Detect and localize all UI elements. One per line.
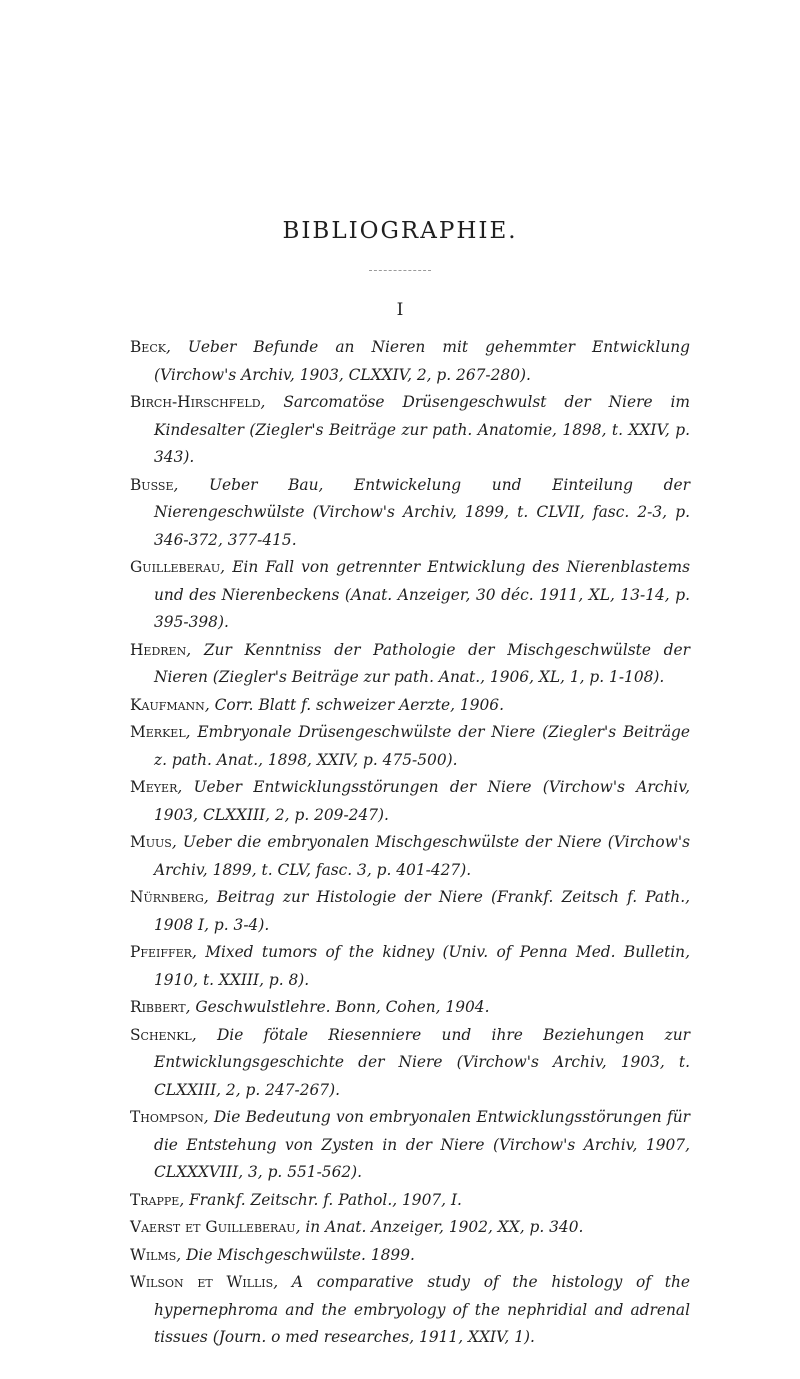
reference-text: , Geschwulstlehre. Bonn, Cohen, 1904. (185, 998, 490, 1016)
reference-entry (130, 994, 690, 1022)
reference-author: Meyer (130, 778, 178, 796)
reference-text: , Embryonale Drüsengeschwülste der Niere (Ziegler's Beiträge z. path. Anat., 1898, XXIV, p. 475-500). (154, 723, 690, 769)
reference-entry (130, 1022, 690, 1105)
reference-entry (130, 472, 690, 555)
reference-entry (130, 1214, 690, 1242)
reference-text: , Zur Kenntniss der Pathologie der Mischgeschwülste der Nieren (Ziegler's Beiträge zur path. Anat., 1906, XL, 1, p. 1-108). (154, 640, 690, 686)
reference-text: , Beitrag zur Histologie der Niere (Frankf. Zeitsch f. Path., 1908 I, p. 3-4). (154, 888, 690, 934)
reference-text: , Ueber Bau, Entwickelung und Einteilung der Nierengeschwülste (Virchow's Archiv, 1899, t. CLVII, fasc. 2-3, p. 346-372, 377-415. (154, 475, 690, 549)
reference-author: Wilson et Willis (130, 1273, 274, 1291)
reference-entry (130, 719, 690, 774)
reference-author: Busse (130, 475, 174, 494)
reference-author: Kaufmann (130, 695, 205, 714)
reference-text: , Mixed tumors of the kidney (Univ. of Penna Med. Bulletin, 1910, t. XXIII, p. 8). (154, 943, 690, 989)
reference-entry (130, 1187, 690, 1215)
reference-author: Ribbert (130, 998, 186, 1016)
reference-text: , Die fötale Riesenniere und ihre Beziehungen zur Entwicklungsgeschichte der Niere (Virchow's Archiv, 1903, t. CLXXIII, 2, p. 247-267). (154, 1025, 690, 1099)
reference-text: , Die Mischgeschwülste. 1899. (176, 1245, 415, 1264)
reference-author: Birch-Hirschfeld (130, 393, 261, 411)
reference-entry (130, 1269, 690, 1352)
reference-entry (130, 774, 690, 829)
reference-text: , A comparative study of the histology of the hypernephroma and the embryology of the nephridial and adrenal tissues (Journ. o med researches, 1911, XXIV, 1). (154, 1273, 690, 1346)
reference-author: Merkel (130, 723, 186, 741)
reference-entry (130, 389, 690, 472)
reference-author: Vaerst et Guilleberau (130, 1218, 296, 1236)
reference-author: Nürnberg (130, 888, 204, 906)
section-number: I (396, 300, 404, 320)
reference-entry (130, 692, 690, 720)
reference-author: Beck (130, 338, 166, 356)
reference-author: Wilms (130, 1245, 177, 1264)
reference-text: , Ueber die embryonalen Mischgeschwülste der Niere (Virchow's Archiv, 1899, t. CLV, fasc. 3, p. 401-427). (154, 833, 690, 879)
reference-entry (130, 939, 690, 994)
reference-text: , Corr. Blatt f. schweizer Aerzte, 1906. (204, 695, 504, 714)
reference-text: , Frankf. Zeitschr. f. Pathol., 1907, I. (179, 1190, 462, 1209)
reference-text: , Ein Fall von getrennter Entwicklung des Nierenblastems und des Nierenbeckens (Anat. Anzeiger, 30 déc. 1911, XL, 13-14, p. 395-398). (154, 558, 690, 631)
reference-text: , Ueber Entwicklungsstörungen der Niere (Virchow's Archiv, 1903, CLXXIII, 2, p. 209-247). (154, 778, 690, 824)
reference-text: , Sarcomatöse Drüsengeschwulst der Niere im Kindesalter (Ziegler's Beiträge zur path. Anatomie, 1898, t. XXIV, p. 343). (154, 393, 690, 466)
reference-author: Pfeiffer (130, 943, 192, 961)
reference-entry (130, 1242, 690, 1270)
reference-list (130, 334, 690, 1352)
reference-text: , in Anat. Anzeiger, 1902, XX, p. 340. (295, 1218, 584, 1236)
reference-entry (130, 884, 690, 939)
reference-author: Schenkl (130, 1025, 192, 1044)
reference-text: , Die Bedeutung von embryonalen Entwicklungsstörungen für die Entstehung von Zysten in der Niere (Virchow's Archiv, 1907, CLXXXVIII, 3, p. 551-562). (154, 1108, 690, 1181)
reference-entry (130, 1104, 690, 1187)
reference-text: , Ueber Befunde an Nieren mit gehemmter Entwicklung (Virchow's Archiv, 1903, CLXXIV, 2, p. 267-280). (154, 338, 690, 384)
reference-author: Guilleberau (130, 558, 221, 576)
reference-entry (130, 334, 690, 389)
reference-author: Trappe (130, 1190, 180, 1209)
reference-author: Hedren (130, 640, 187, 659)
reference-author: Thompson (130, 1108, 204, 1126)
reference-entry (130, 554, 690, 637)
reference-author: Muus (130, 833, 172, 851)
reference-entry (130, 637, 690, 692)
page-title: BIBLIOGRAPHIE. (282, 218, 518, 244)
reference-entry (130, 829, 690, 884)
title-divider (369, 270, 431, 271)
